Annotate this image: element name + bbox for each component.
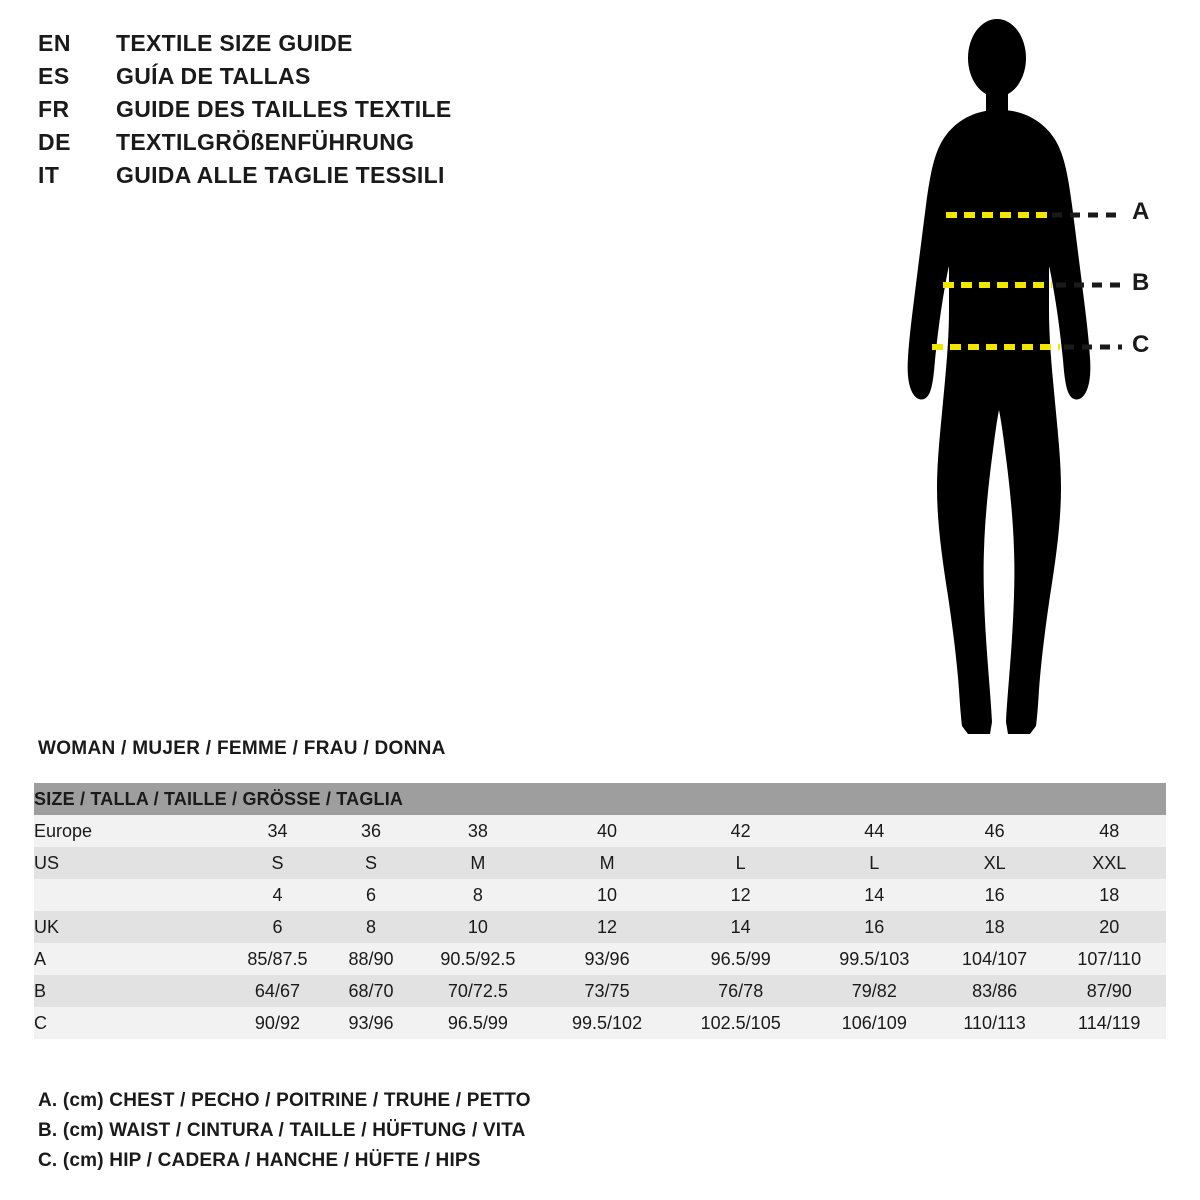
table-header-label: SIZE / TALLA / TAILLE / GRÖSSE / TAGLIA (34, 788, 404, 809)
row-label (34, 879, 224, 911)
language-title: GUIDA ALLE TAGLIE TESSILI (116, 162, 445, 188)
cell-value: 16 (984, 884, 1005, 905)
cell-value: 79/82 (851, 980, 897, 1001)
cell-value: 64/67 (254, 980, 300, 1001)
cell-value: S (364, 852, 377, 873)
language-code: DE (38, 129, 71, 155)
cell-value: 14 (730, 916, 751, 937)
cell-value: 18 (1099, 884, 1120, 905)
cell-value: 14 (864, 884, 885, 905)
language-row (38, 63, 738, 96)
cell-value: 42 (730, 820, 751, 841)
cell-value: 104/107 (962, 948, 1028, 969)
language-row (38, 162, 738, 195)
cell-value: 88/90 (348, 948, 394, 969)
cell-value: XL (983, 852, 1006, 873)
row-label: C (34, 1012, 47, 1033)
table-row (34, 1007, 1166, 1039)
cell-value: 96.5/99 (447, 1012, 508, 1033)
cell-value: 90/92 (254, 1012, 300, 1033)
cell-value: 16 (864, 916, 885, 937)
cell-value: 87/90 (1086, 980, 1132, 1001)
cell-value: 36 (360, 820, 381, 841)
size-table (34, 783, 1166, 1039)
cell-value: L (735, 852, 746, 873)
cell-value: S (271, 852, 284, 873)
cell-value: 10 (467, 916, 488, 937)
cell-value: 106/109 (841, 1012, 907, 1033)
cell-value: 85/87.5 (247, 948, 308, 969)
cell-value: 96.5/99 (710, 948, 771, 969)
measurement-figure (860, 10, 1190, 770)
note-hip: C. (cm) HIP / CADERA / HANCHE / HÜFTE / HIPS (38, 1150, 481, 1171)
row-label: Europe (34, 820, 93, 841)
cell-value: 8 (472, 884, 483, 905)
cell-value: 44 (864, 820, 885, 841)
marker-label-c: C (1132, 331, 1150, 358)
cell-value: 90.5/92.5 (440, 948, 516, 969)
cell-value: 99.5/102 (572, 1012, 643, 1033)
cell-value: 68/70 (348, 980, 394, 1001)
row-label: US (34, 852, 60, 873)
language-title: TEXTILE SIZE GUIDE (116, 30, 353, 56)
cell-value: 76/78 (718, 980, 764, 1001)
cell-value: 12 (730, 884, 751, 905)
cell-value: 73/75 (584, 980, 630, 1001)
cell-value: 34 (267, 820, 288, 841)
cell-value: 10 (597, 884, 618, 905)
row-label: UK (34, 916, 60, 937)
table-header-row (34, 783, 1166, 815)
cell-value: 114/119 (1078, 1012, 1141, 1033)
row-label: A (34, 948, 47, 969)
language-title: TEXTILGRÖßENFÜHRUNG (116, 129, 415, 155)
table-row (34, 815, 1166, 847)
language-row (38, 30, 738, 63)
language-title: GUIDE DES TAILLES TEXTILE (116, 96, 452, 122)
marker-label-a: A (1132, 198, 1150, 225)
table-row (34, 879, 1166, 911)
female-silhouette-icon (860, 10, 1190, 770)
table-row (34, 975, 1166, 1007)
cell-value: 70/72.5 (447, 980, 508, 1001)
cell-value: 48 (1099, 820, 1120, 841)
cell-value: 6 (365, 884, 376, 905)
language-row (38, 129, 738, 162)
cell-value: M (470, 852, 486, 873)
section-heading: WOMAN / MUJER / FEMME / FRAU / DONNA (38, 738, 446, 759)
cell-value: 18 (984, 916, 1005, 937)
language-code: EN (38, 30, 71, 56)
language-code: ES (38, 63, 70, 89)
cell-value: 12 (597, 916, 618, 937)
table-row (34, 943, 1166, 975)
language-title: GUÍA DE TALLAS (116, 63, 311, 89)
marker-label-b: B (1132, 269, 1150, 296)
language-code: IT (38, 162, 60, 188)
table-row (34, 847, 1166, 879)
cell-value: 40 (597, 820, 618, 841)
row-label: B (34, 980, 47, 1001)
language-code: FR (38, 96, 70, 122)
cell-value: XXL (1092, 852, 1127, 873)
cell-value: 83/86 (972, 980, 1018, 1001)
cell-value: 20 (1099, 916, 1120, 937)
cell-value: 110/113 (963, 1012, 1026, 1033)
note-waist: B. (cm) WAIST / CINTURA / TAILLE / HÜFTUNG / VITA (38, 1120, 526, 1141)
table-row (34, 911, 1166, 943)
cell-value: L (869, 852, 880, 873)
cell-value: 93/96 (584, 948, 630, 969)
cell-value: 99.5/103 (839, 948, 910, 969)
language-title-block (38, 30, 738, 195)
note-chest: A. (cm) CHEST / PECHO / POITRINE / TRUHE / PETTO (38, 1090, 531, 1111)
cell-value: 107/110 (1077, 948, 1142, 969)
cell-value: 38 (467, 820, 488, 841)
cell-value: 8 (365, 916, 376, 937)
measurement-notes (38, 1090, 938, 1180)
cell-value: 4 (272, 884, 283, 905)
cell-value: 102.5/105 (700, 1012, 781, 1033)
language-row (38, 96, 738, 129)
cell-value: 6 (272, 916, 283, 937)
cell-value: 46 (984, 820, 1005, 841)
cell-value: M (599, 852, 615, 873)
cell-value: 93/96 (348, 1012, 394, 1033)
